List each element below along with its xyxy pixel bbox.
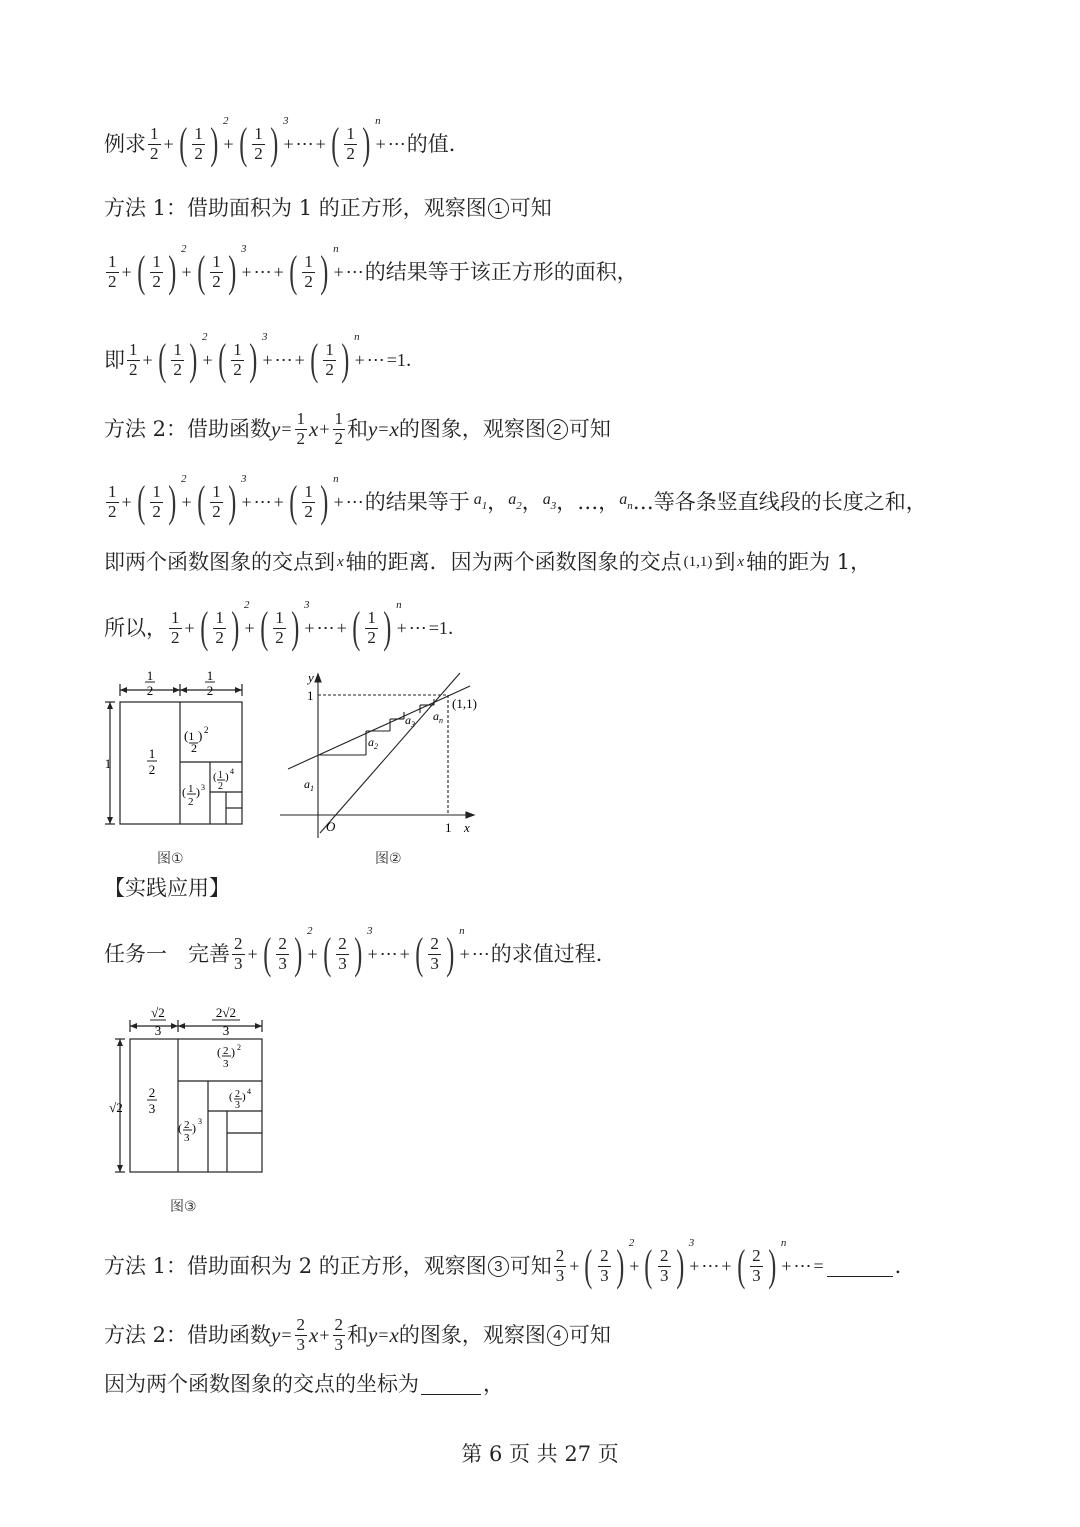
svg-text:3: 3 <box>223 1058 229 1070</box>
power-term: ( $\frac{1}{2}$ ) $^3$ <box>238 115 289 168</box>
circled-number: 4 <box>547 1325 568 1346</box>
svg-text:): ) <box>192 1121 196 1135</box>
svg-text:3: 3 <box>184 1132 190 1144</box>
figure-2 <box>280 668 480 846</box>
section-heading: 【实践应用】 <box>104 876 230 900</box>
fig3-label-r1: ( <box>217 1045 221 1059</box>
fig1-big-num: 1 <box>148 746 156 761</box>
power-term: ( $\frac{1}{2}$ ) $^2$ <box>178 115 229 168</box>
svg-text:1: 1 <box>188 783 194 795</box>
method1-line: 方法 1：借助面积为 1 的正方形，观察图 1 可知 <box>104 196 552 220</box>
answer-blank[interactable] <box>827 1256 893 1277</box>
fig3-label-r2: ( <box>178 1121 182 1135</box>
fig2-x-tick: 1 <box>445 820 452 835</box>
method2-line: 方法 2：借助函数 y = $\frac{1}{2}$ x + $\frac{1}{2}$ 和 y = x 的图象，观察图 2 可知 <box>104 409 611 448</box>
coordinate-blank[interactable] <box>421 1374 481 1395</box>
fig3-side-label: √2 <box>109 1100 123 1115</box>
example-line: 例求 $\frac{1}{2}$ + ( $\frac{1}{2}$ ) $^2$ + ( $\frac{1}{2}$ ) $^3$ + ⋯ + ( $\frac{1}{2}$ ) $^n$ + ⋯ 的值． <box>104 115 470 168</box>
fig1-top-right-num: 1 <box>206 668 214 683</box>
power-term: ( $\frac{1}{2}$ ) $^n$ <box>331 115 381 168</box>
svg-text:4: 4 <box>230 767 234 776</box>
method1-sum-line: $\frac{1}{2}$ + ( $\frac{1}{2}$ ) $^2$ + ( $\frac{1}{2}$ ) $^3$ + ⋯ + ( $\frac{1}{2}$ ) $^n$ + ⋯ 的结果等于该正方形的面积， <box>108 243 638 296</box>
task1-line: 任务一 完善 $\frac{2}{3}$ + ( $\frac{2}{3}$ ) $^2$ + ( $\frac{2}{3}$ ) $^3$ + ⋯ + ( $\frac{2}{3}$ ) $^n$ + ⋯ 的求值过程． <box>104 925 617 978</box>
svg-text:2: 2 <box>237 1043 241 1052</box>
fig1-label-r2: ( <box>182 785 186 799</box>
svg-text:3: 3 <box>201 783 205 792</box>
svg-text:): ) <box>196 785 200 799</box>
fig3-caption: 图③ <box>170 1199 197 1215</box>
svg-text:2: 2 <box>235 1089 240 1100</box>
fig3-top-left-num: √2 <box>151 1005 165 1020</box>
task1-method1-line: 方法 1：借助面积为 2 的正方形，观察图 3 可知 $\frac{2}{3}$ + ( $\frac{2}{3}$ ) $^2$ + ( $\frac{2}{3}$ ) $^3$ + ⋯ + ( $\frac{2}{3}$ ) $^n$ + ⋯ = ． <box>104 1237 916 1290</box>
fig2-a2: $a_2$ <box>368 735 378 751</box>
fig1-big-den: 2 <box>148 762 156 777</box>
fig2-y-label: y <box>308 670 314 685</box>
svg-text:2: 2 <box>223 1045 229 1057</box>
task1-method2-line: 方法 2：借助函数 y = $\frac{2}{3}$ x + $\frac{2}{3}$ 和 y = x 的图象，观察图 4 可知 <box>104 1315 611 1354</box>
method2-sum-line: $\frac{1}{2}$ + ( $\frac{1}{2}$ ) $^2$ + ( $\frac{1}{2}$ ) $^3$ + ⋯ + ( $\frac{1}{2}$ ) $^n$ + ⋯ 的结果等于 $a_1$ ， $a_2$ ， $a_3$ ， … ， $a_n$ … 等各条竖直线段的长度之和， <box>108 473 927 526</box>
circled-number: 3 <box>488 1256 509 1277</box>
conclusion-line: 所以， $\frac{1}{2}$ + ( $\frac{1}{2}$ ) $^2$ + ( $\frac{1}{2}$ ) $^3$ + ⋯ + ( $\frac{1}{2}$ ) $^n$ + ⋯ =1． <box>104 599 466 652</box>
fig2-point: (1,1) <box>452 696 477 711</box>
fig2-an: $a_n$ <box>433 709 443 725</box>
fig1-top-left-num: 1 <box>146 668 154 683</box>
fig1-label-r3: ( <box>213 771 217 783</box>
svg-text:1: 1 <box>218 770 223 781</box>
fig2-caption: 图② <box>375 851 402 867</box>
svg-text:3: 3 <box>198 1117 202 1126</box>
circled-number: 1 <box>488 198 509 219</box>
page-footer: 第 6 页 共 27 页 <box>461 1442 619 1466</box>
fig3-top-right-den: 3 <box>222 1023 230 1038</box>
method1-result-line: 即 $\frac{1}{2}$ + ( $\frac{1}{2}$ ) $^2$ + ( $\frac{1}{2}$ ) $^3$ + ⋯ + ( $\frac{1}{2}$ ) $^n$ + ⋯ =1． <box>104 331 424 384</box>
circled-number: 2 <box>547 419 568 440</box>
fig1-top-left-den: 2 <box>146 683 154 698</box>
fraction: $\frac{1}{2}$ <box>150 123 159 163</box>
text: 的值． <box>406 131 470 156</box>
svg-text:2: 2 <box>218 781 223 792</box>
fig2-origin: O <box>326 819 336 834</box>
fig3-top-right-num: 2√2 <box>215 1005 237 1020</box>
fig1-top-right-den: 2 <box>206 683 214 698</box>
fig1-caption: 图① <box>157 851 184 867</box>
fig2-x-label: x <box>464 820 470 835</box>
fig2-y-tick: 1 <box>307 688 314 703</box>
fig2-a1: $a_1$ <box>304 777 314 793</box>
svg-text:): ) <box>198 728 203 743</box>
distance-line: 即两个函数图象的交点到 x 轴的距离．因为两个函数图象的交点 (1,1) 到 x 轴的距为 1， <box>104 550 872 574</box>
fig3-big-num: 2 <box>148 1085 156 1100</box>
svg-text:2: 2 <box>188 796 194 808</box>
fig1-label-r1: (1 <box>184 728 195 743</box>
fig3-top-left-den: 3 <box>154 1023 162 1038</box>
svg-text:2: 2 <box>191 741 197 755</box>
svg-text:): ) <box>225 771 229 783</box>
svg-text:4: 4 <box>247 1087 251 1096</box>
fig3-label-r3: ( <box>229 1091 233 1103</box>
svg-text:2: 2 <box>204 725 209 735</box>
fig3-big-den: 3 <box>148 1101 156 1116</box>
svg-text:): ) <box>242 1091 246 1103</box>
figure-1 <box>100 668 250 834</box>
svg-text:): ) <box>231 1045 235 1059</box>
text: 例求 <box>104 131 146 156</box>
fig2-a3: $a_3$ <box>405 713 415 729</box>
figure-3 <box>100 1002 270 1176</box>
svg-text:2: 2 <box>184 1119 190 1131</box>
intersection-line: 因为两个函数图象的交点的坐标为 ， <box>104 1372 504 1396</box>
fig1-side-label: 1 <box>104 756 112 771</box>
svg-text:3: 3 <box>235 1100 240 1111</box>
